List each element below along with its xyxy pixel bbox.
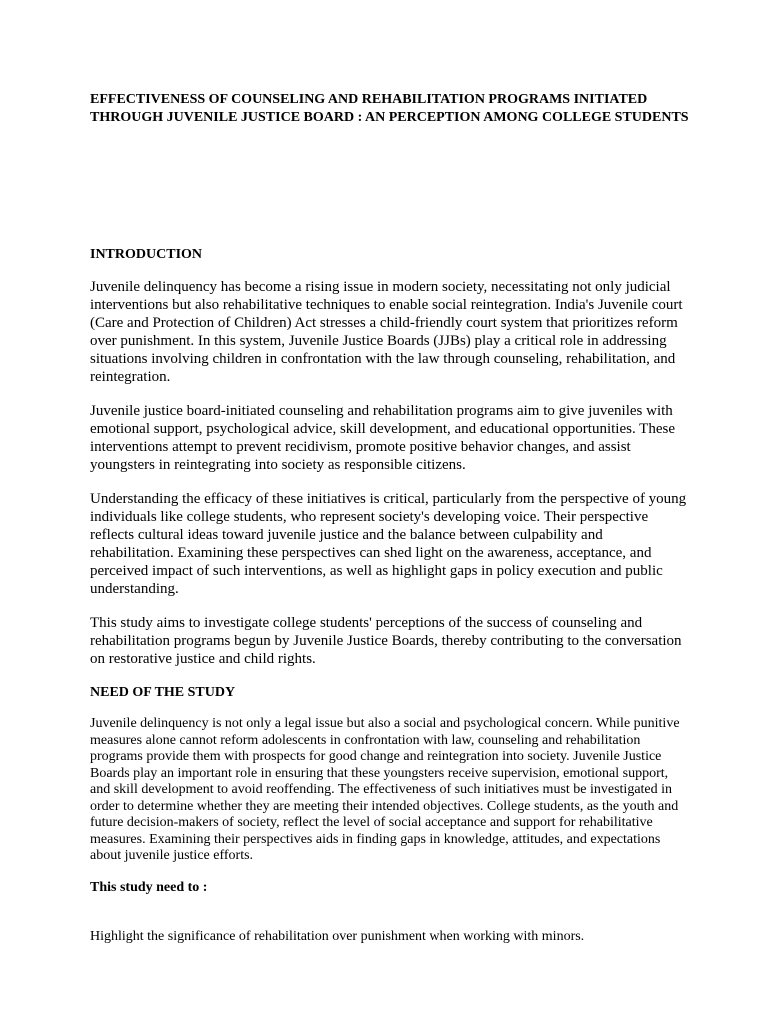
introduction-paragraph-2: Juvenile justice board-initiated counseling and rehabilitation programs aim to give juveniles with emotional support, psychological advice, skill development, and educational opportunities. These interventions attempt to prevent recidivism, promote positive behavior changes, and assist youngsters in reintegrating into society as responsible citizens. — [90, 403, 675, 473]
document-content — [90, 91, 690, 946]
introduction-paragraph-1: Juvenile delinquency has become a rising issue in modern society, necessitating not only judicial interventions but also rehabilitative techniques to enable social reintegration. India's Juvenile court (Care and Protection of Children) Act stresses a child-friendly court system that prioritizes reform over punishment. In this system, Juvenile Justice Boards (JJBs) play a critical role in addressing situations involving children in confrontation with the law through counseling, rehabilitation, and reintegration. — [90, 279, 683, 385]
introduction-paragraph-3: Understanding the efficacy of these initiatives is critical, particularly from the perspective of young individuals like college students, who represent society's developing voice. Their perspective reflects cultural ideas toward juvenile justice and the balance between culpability and rehabilitation. Examining these perspectives can shed light on the awareness, acceptance, and perceived impact of such interventions, as well as highlight gaps in policy execution and public understanding. — [90, 491, 687, 597]
study-need-item-1: Highlight the significance of rehabilitation over punishment when working with minors. — [90, 928, 585, 944]
need-of-study-paragraph: Juvenile delinquency is not only a legal issue but also a social and psychological concern. While punitive measures alone cannot reform adolescents in confrontation with law, counseling and rehabilitation programs provide them with prospects for good change and reintegration into society. Juvenile Justice Boards play an important role in ensuring that these youngsters receive supervision, emotional support, and skill development to avoid reoffending. The effectiveness of such initiatives must be investigated in order to determine whether they are meeting their intended objectives. College students, as the youth and future decision-makers of society, reflect the level of social acceptance and support for rehabilitative measures. Examining their perspectives aids in finding gaps in knowledge, attitudes, and expectations about juvenile justice efforts. — [90, 716, 680, 863]
introduction-heading: INTRODUCTION — [90, 247, 203, 262]
need-of-study-heading: NEED OF THE STUDY — [90, 685, 236, 700]
document-title: EFFECTIVENESS OF COUNSELING AND REHABILITATION PROGRAMS INITIATED THROUGH JUVENILE JUSTICE BOARD : AN PERCEPTION AMONG COLLEGE STUDENTS — [90, 92, 689, 125]
introduction-paragraph-4: This study aims to investigate college students' perceptions of the success of counseling and rehabilitation programs begun by Juvenile Justice Boards, thereby contributing to the conversation on restorative justice and child rights. — [90, 615, 682, 667]
study-need-heading: This study need to : — [90, 879, 208, 895]
